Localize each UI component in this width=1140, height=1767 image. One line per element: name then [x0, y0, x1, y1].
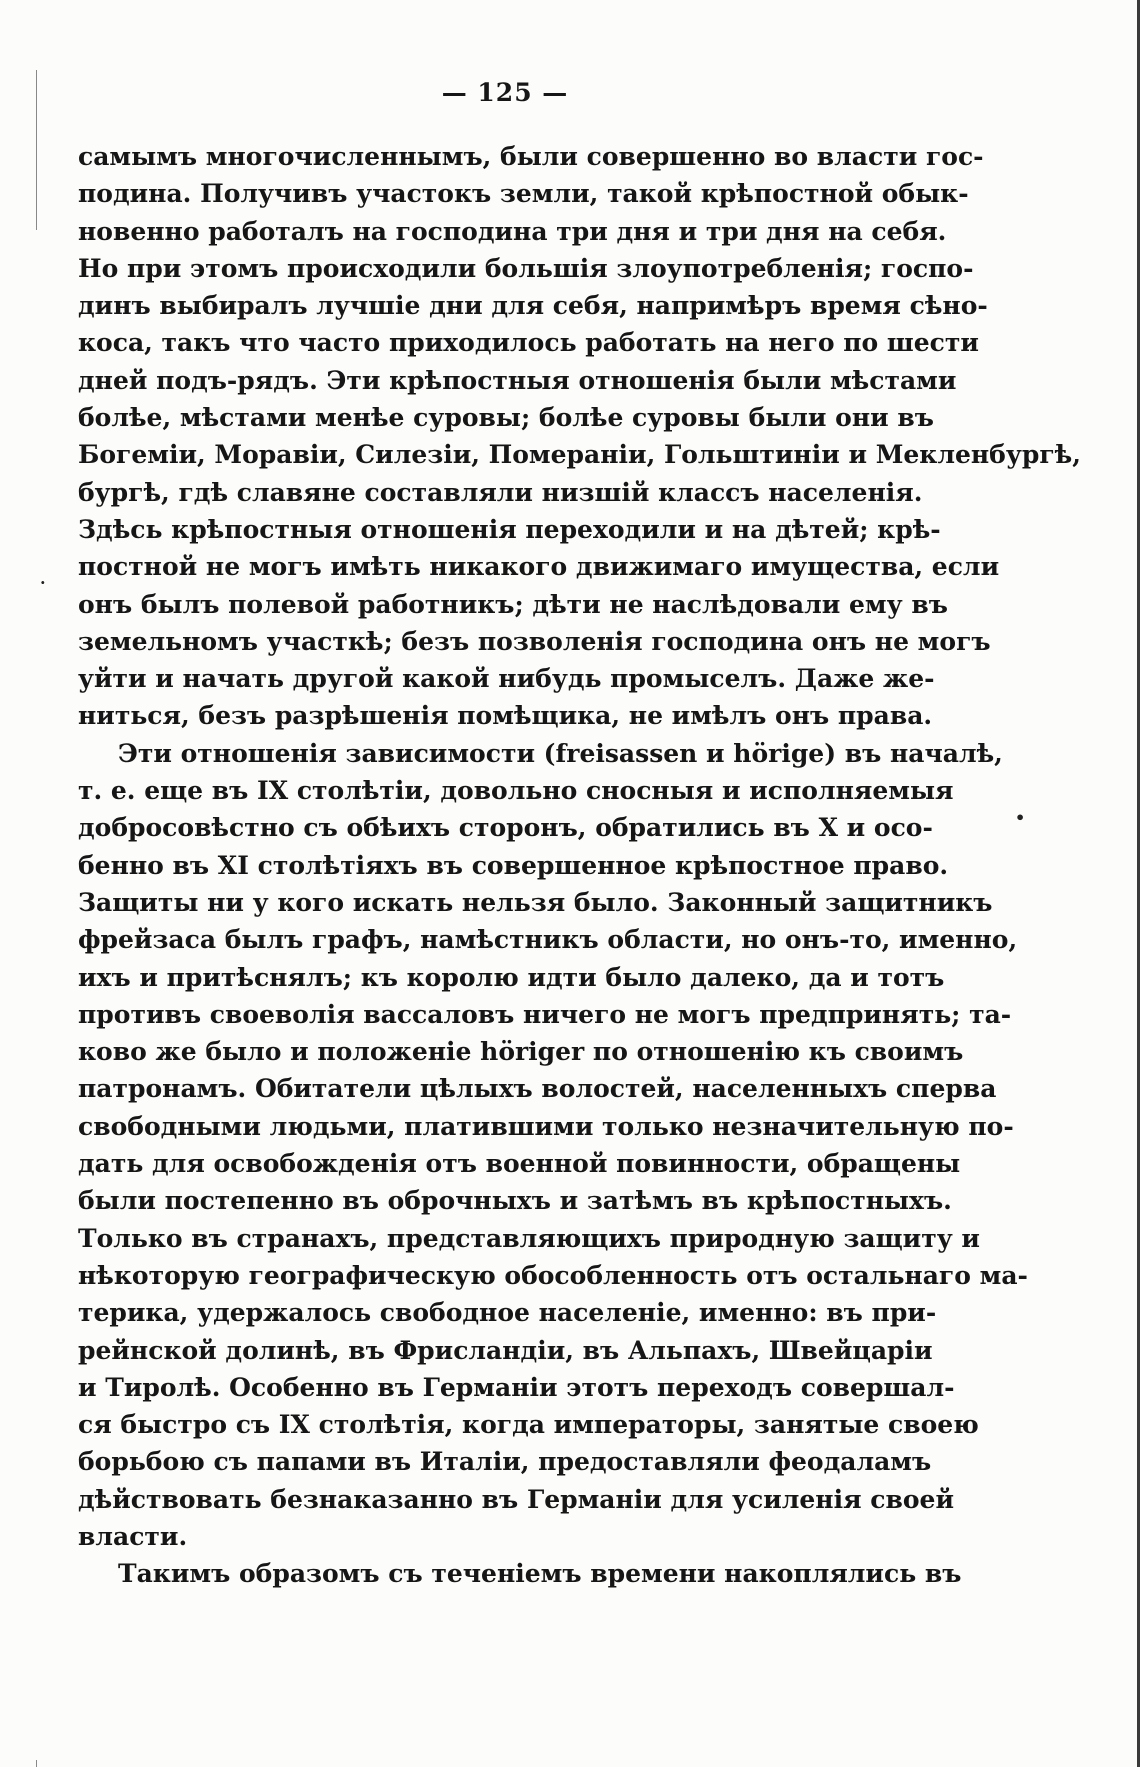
stray-dot-left: · — [40, 573, 46, 592]
text-line: коса, такъ что часто приходилось работать на него по шести — [78, 328, 979, 358]
text-line: терика, удержалось свободное населеніе, именно: въ при- — [78, 1298, 937, 1328]
text-line: динъ выбиралъ лучшіе дни для себя, напримѣръ время сѣно- — [78, 291, 988, 321]
text-line: бургѣ, гдѣ славяне составляли низшій классъ населенія. — [78, 477, 923, 507]
text-line: борьбою съ папами въ Италіи, предоставляли феодаламъ — [78, 1447, 932, 1477]
page-number: — 125 — — [441, 78, 569, 107]
text-line: онъ былъ полевой работникъ; дѣти не наслѣдовали ему въ — [78, 589, 948, 619]
text-line: свободными людьми, платившими только незначительную по- — [78, 1111, 1014, 1141]
text-line: Такимъ образомъ съ теченіемъ времени накоплялись въ — [118, 1559, 962, 1589]
text-line: фрейзаса былъ графъ, намѣстникъ области, но онъ-то, именно, — [78, 925, 1018, 955]
text-line: новенно работалъ на господина три дня и три дня на себя. — [78, 216, 947, 246]
text-line: были постепенно въ оброчныхъ и затѣмъ въ крѣпостныхъ. — [78, 1186, 952, 1216]
text-line: Эти отношенія зависимости (freisassen и hörige) въ началѣ, — [118, 738, 1003, 768]
paragraph-3 — [78, 1555, 962, 1592]
text-line: дней подъ-рядъ. Эти крѣпостныя отношенія были мѣстами — [78, 365, 957, 395]
text-line: добросовѣстно съ обѣихъ сторонъ, обратились въ X и осо- — [78, 813, 933, 843]
text-line: болѣе, мѣстами менѣе суровы; болѣе суровы были они въ — [78, 403, 934, 433]
text-line: ихъ и притѣснялъ; къ королю идти было далеко, да и тотъ — [78, 962, 945, 992]
text-line: дѣйствовать безнаказанно въ Германіи для усиленія своей — [78, 1484, 954, 1514]
text-line: ково же было и положеніе höriger по отношенію къ своимъ — [78, 1037, 964, 1067]
page-body-text — [78, 138, 1081, 1593]
text-line: Только въ странахъ, представляющихъ природную защиту и — [78, 1223, 980, 1253]
text-line: Защиты ни у кого искать нельзя было. Законный защитникъ — [78, 887, 993, 917]
text-line: и Тиролѣ. Особенно въ Германіи этотъ переходъ совершал- — [78, 1372, 955, 1402]
text-line: Здѣсь крѣпостныя отношенія переходили и на дѣтей; крѣ- — [78, 514, 941, 544]
text-line: нѣкоторую географическую обособленность отъ остальнаго ма- — [78, 1260, 1028, 1290]
text-line: самымъ многочисленнымъ, были совершенно во власти гос- — [78, 142, 984, 171]
text-line: Богеміи, Моравіи, Силезіи, Помераніи, Гольштиніи и Мекленбургѣ, — [78, 440, 1081, 470]
text-line: ся быстро съ IX столѣтія, когда императоры, занятые своею — [78, 1410, 979, 1440]
text-line: ниться, безъ разрѣшенія помѣщика, не имѣлъ онъ права. — [78, 701, 933, 731]
stray-dot-right: • — [1015, 808, 1026, 827]
paragraph-2 — [78, 735, 1028, 1556]
text-line: дать для освобожденія отъ военной повинности, обращены — [78, 1149, 961, 1179]
text-line: постной не могъ имѣть никакого движимаго имущества, если — [78, 552, 1000, 582]
text-line: уйти и начать другой какой нибудь промыселъ. Даже же- — [78, 664, 935, 694]
text-line: рейнской долинѣ, въ Фрисландіи, въ Альпахъ, Швейцаріи — [78, 1335, 933, 1365]
text-line: противъ своеволія вассаловъ ничего не могъ предпринять; та- — [78, 999, 1012, 1029]
text-line: подина. Получивъ участокъ земли, такой крѣпостной обык- — [78, 179, 969, 209]
paragraph-1 — [78, 138, 1081, 735]
scan-edge-left-mark-2 — [36, 1760, 37, 1767]
text-line: Но при этомъ происходили большія злоупотребленія; госпо- — [78, 253, 974, 283]
text-line: патронамъ. Обитатели цѣлыхъ волостей, населенныхъ сперва — [78, 1074, 997, 1104]
text-line: т. е. еще въ IX столѣтіи, довольно сносныя и исполняемыя — [78, 776, 954, 806]
text-line: земельномъ участкѣ; безъ позволенія господина онъ не могъ — [78, 626, 991, 656]
text-line: бенно въ XI столѣтіяхъ въ совершенное крѣпостное право. — [78, 850, 949, 880]
text-line: власти. — [78, 1521, 188, 1551]
